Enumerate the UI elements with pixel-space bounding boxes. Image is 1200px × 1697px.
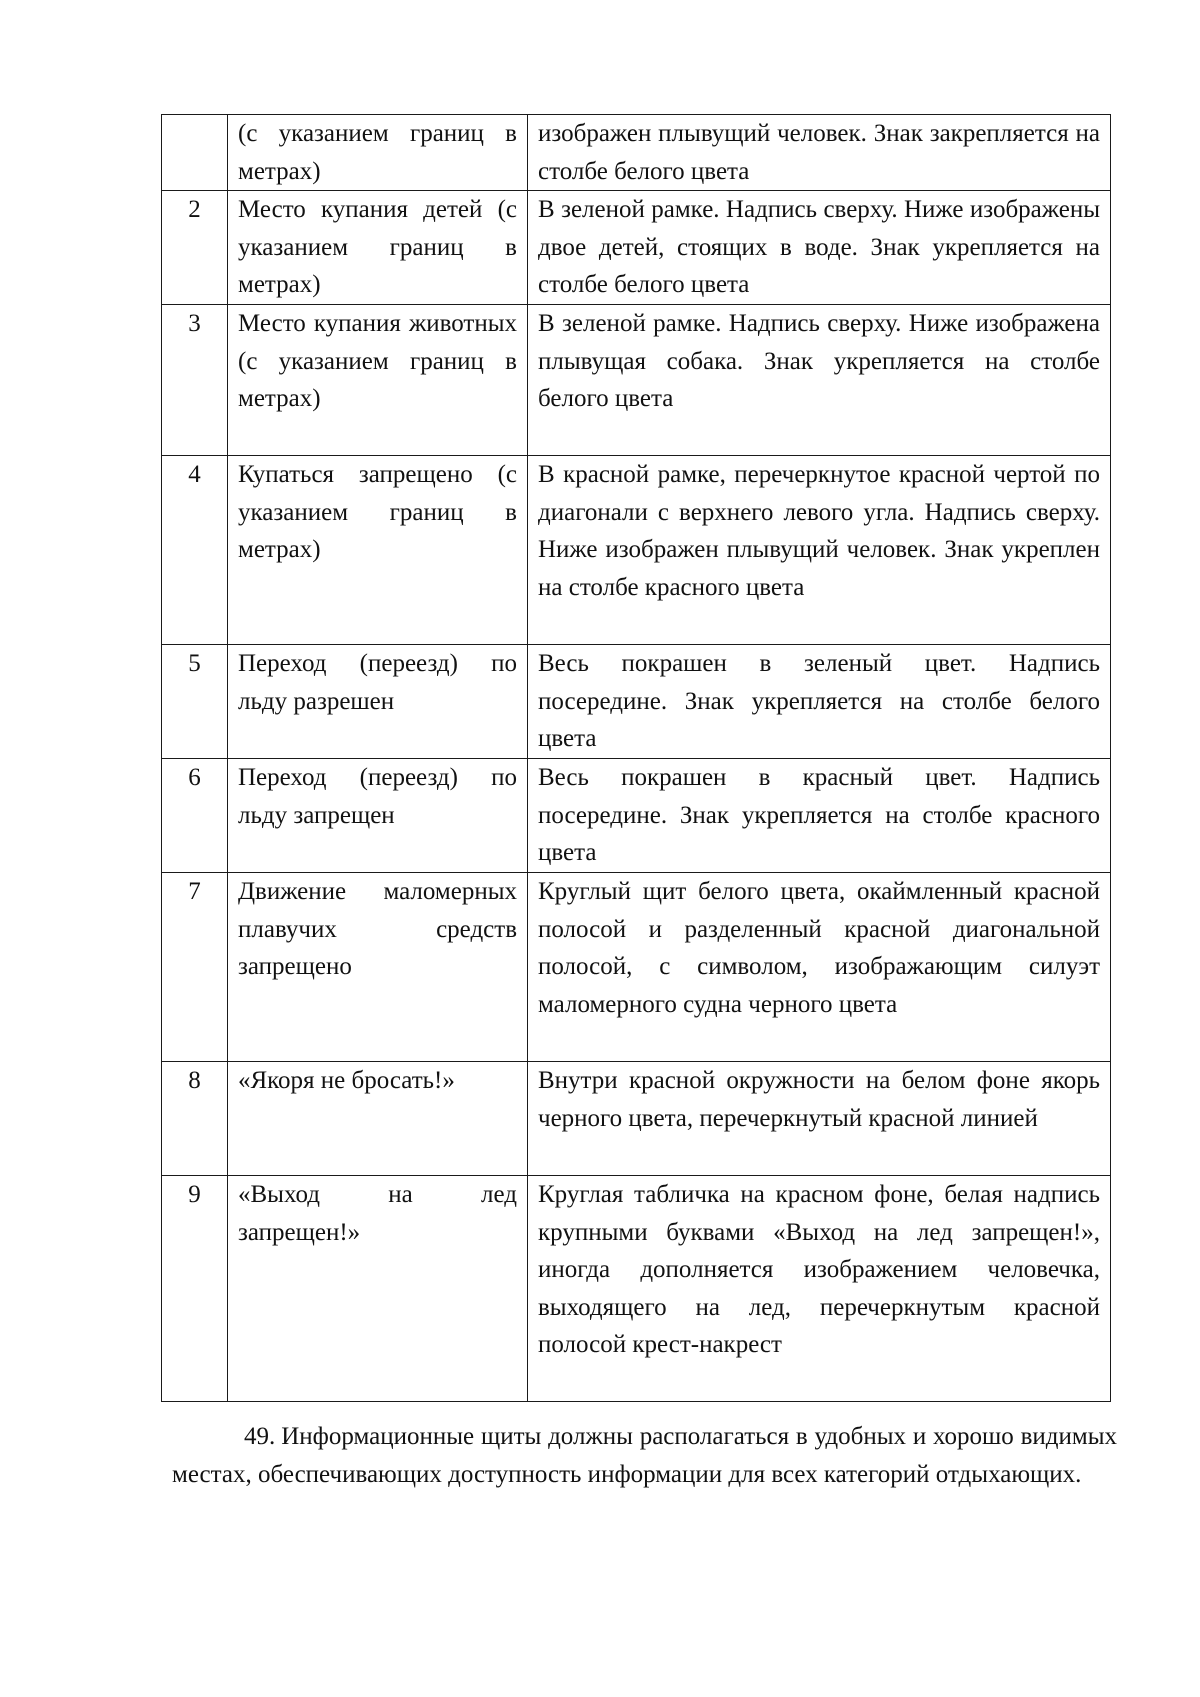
sign-description-cell: В зеленой рамке. Надпись сверху. Ниже изображена плывущая собака. Знак укрепляется на столбе белого цвета xyxy=(528,305,1111,456)
sign-name-cell: Движение маломерных плавучих средств запрещено xyxy=(228,873,528,1062)
table-row xyxy=(162,759,1111,873)
table-row xyxy=(162,873,1111,1062)
row-number-cell: 7 xyxy=(162,873,228,1062)
sign-description-cell: Круглый щит белого цвета, окаймленный красной полосой и разделенный красной диагональной полосой, с символом, изображающим силуэт маломерного судна черного цвета xyxy=(528,873,1111,1062)
table-row xyxy=(162,305,1111,456)
table-row xyxy=(162,115,1111,191)
row-number-cell: 4 xyxy=(162,456,228,645)
table-row xyxy=(162,1062,1111,1176)
paragraph-49 xyxy=(172,1418,1117,1493)
sign-description-cell: В красной рамке, перечеркнутое красной чертой по диагонали с верхнего левого угла. Надпись сверху. Ниже изображен плывущий человек. Знак укреплен на столбе красного цвета xyxy=(528,456,1111,645)
sign-description-cell: Внутри красной окружности на белом фоне якорь черного цвета, перечеркнутый красной линией xyxy=(528,1062,1111,1176)
sign-description-cell: изображен плывущий человек. Знак закрепляется на столбе белого цвета xyxy=(528,115,1111,191)
row-number-cell: 2 xyxy=(162,191,228,305)
sign-description-cell: Круглая табличка на красном фоне, белая надпись крупными буквами «Выход на лед запрещен!», иногда дополняется изображением человечка, выходящего на лед, перечеркнутым красной полосой крест-накрест xyxy=(528,1176,1111,1402)
sign-name-cell: «Якоря не бросать!» xyxy=(228,1062,528,1176)
sign-description-cell: В зеленой рамке. Надпись сверху. Ниже изображены двое детей, стоящих в воде. Знак укрепляется на столбе белого цвета xyxy=(528,191,1111,305)
row-number-cell: 6 xyxy=(162,759,228,873)
sign-name-cell: Переход (переезд) по льду разрешен xyxy=(228,645,528,759)
row-number-cell: 8 xyxy=(162,1062,228,1176)
table-row xyxy=(162,1176,1111,1402)
table-row xyxy=(162,645,1111,759)
sign-name-cell: Место купания детей (с указанием границ в метрах) xyxy=(228,191,528,305)
sign-name-cell: Купаться запрещено (с указанием границ в метрах) xyxy=(228,456,528,645)
sign-name-cell: «Выход на лед запрещен!» xyxy=(228,1176,528,1402)
sign-name-cell: Переход (переезд) по льду запрещен xyxy=(228,759,528,873)
sign-description-cell: Весь покрашен в красный цвет. Надпись посередине. Знак укрепляется на столбе красного цвета xyxy=(528,759,1111,873)
sign-name-cell: (с указанием границ в метрах) xyxy=(228,115,528,191)
signs-table-body xyxy=(162,115,1111,1402)
signs-table xyxy=(161,114,1111,1402)
sign-name-cell: Место купания животных (с указанием границ в метрах) xyxy=(228,305,528,456)
row-number-cell: 9 xyxy=(162,1176,228,1402)
row-number-cell: 3 xyxy=(162,305,228,456)
sign-description-cell: Весь покрашен в зеленый цвет. Надпись посередине. Знак укрепляется на столбе белого цвета xyxy=(528,645,1111,759)
paragraph-text: Информационные щиты должны располагаться в удобных и хорошо видимых местах, обеспечивающих доступность информации для всех категорий отдыхающих. xyxy=(172,1423,1117,1488)
table-row xyxy=(162,191,1111,305)
row-number-cell xyxy=(162,115,228,191)
row-number-cell: 5 xyxy=(162,645,228,759)
table-row xyxy=(162,456,1111,645)
paragraph-number: 49. xyxy=(244,1423,276,1450)
